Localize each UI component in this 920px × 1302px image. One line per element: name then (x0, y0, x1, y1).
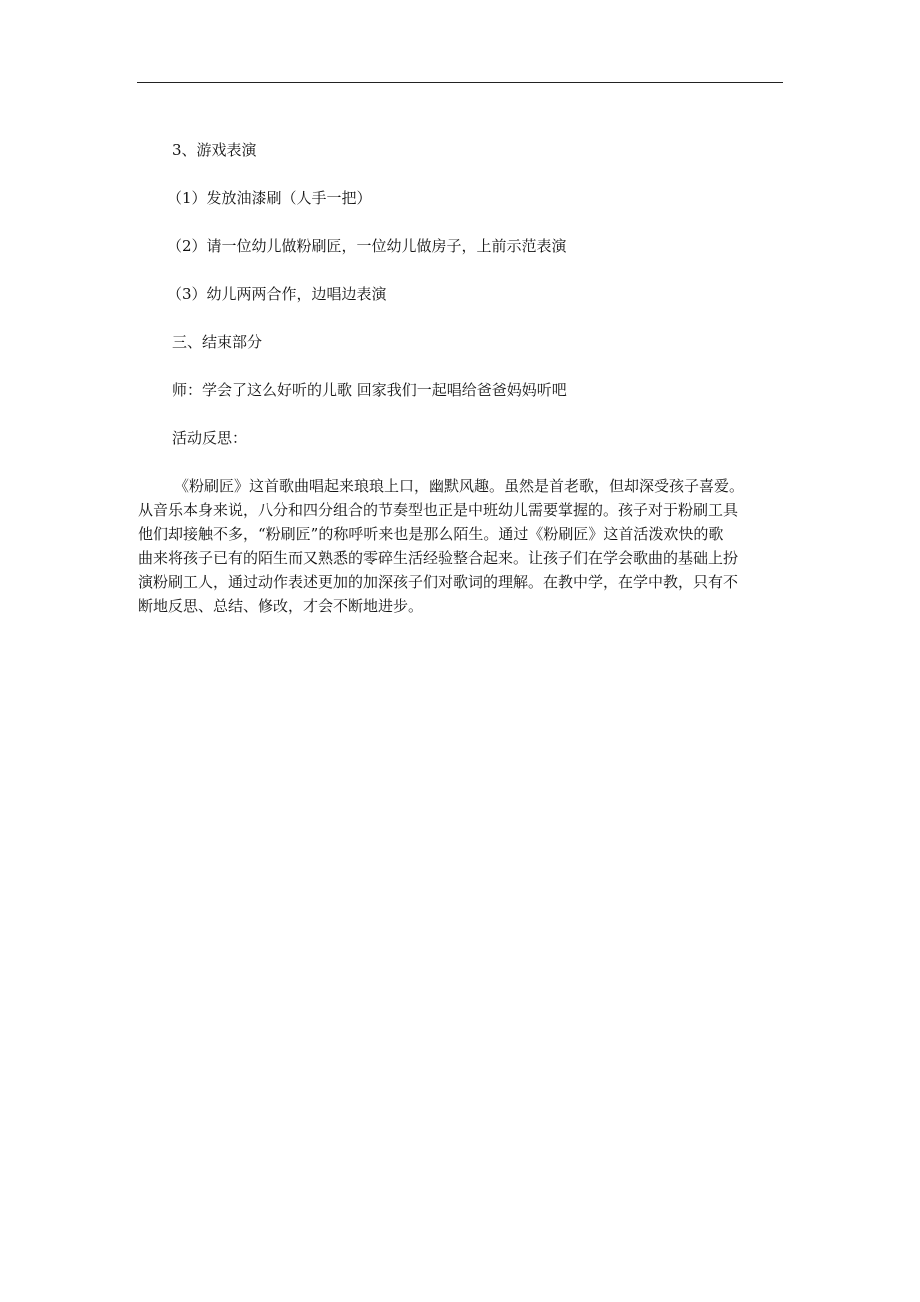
step-3-pair-performance: （3）幼儿两两合作，边唱边表演 (167, 285, 387, 303)
reflection-line: 从音乐本身来说，八分和四分组合的节奏型也正是中班幼儿需要掌握的。孩子对于粉刷工具 (138, 501, 739, 519)
reflection-line: 断地反思、总结、修改，才会不断地进步。 (138, 597, 424, 615)
teacher-closing-remark: 师：学会了这么好听的儿歌 回家我们一起唱给爸爸妈妈听吧 (172, 381, 567, 399)
reflection-line: 《粉刷匠》这首歌曲唱起来琅琅上口，幽默风趣。虽然是首老歌，但却深受孩子喜爱。 (174, 477, 745, 495)
reflection-line: 他们却接触不多，“粉刷匠”的称呼听来也是那么陌生。通过《粉刷匠》这首活泼欢快的歌 (138, 525, 724, 543)
step-2-demonstration: （2）请一位幼儿做粉刷匠，一位幼儿做房子，上前示范表演 (167, 237, 567, 255)
reflection-line: 曲来将孩子已有的陌生而又熟悉的零碎生活经验整合起来。让孩子们在学会歌曲的基础上扮 (138, 549, 739, 567)
reflection-line: 演粉刷工人，通过动作表述更加的加深孩子们对歌词的理解。在教中学，在学中教，只有不 (138, 573, 739, 591)
section-heading-game-performance: 3、游戏表演 (172, 141, 257, 159)
reflection-paragraph (138, 474, 788, 618)
section-heading-ending: 三、结束部分 (172, 333, 263, 351)
header-rule (137, 82, 783, 83)
step-1-distribute-brushes: （1）发放油漆刷（人手一把） (167, 189, 372, 207)
reflection-heading: 活动反思： (172, 429, 248, 447)
